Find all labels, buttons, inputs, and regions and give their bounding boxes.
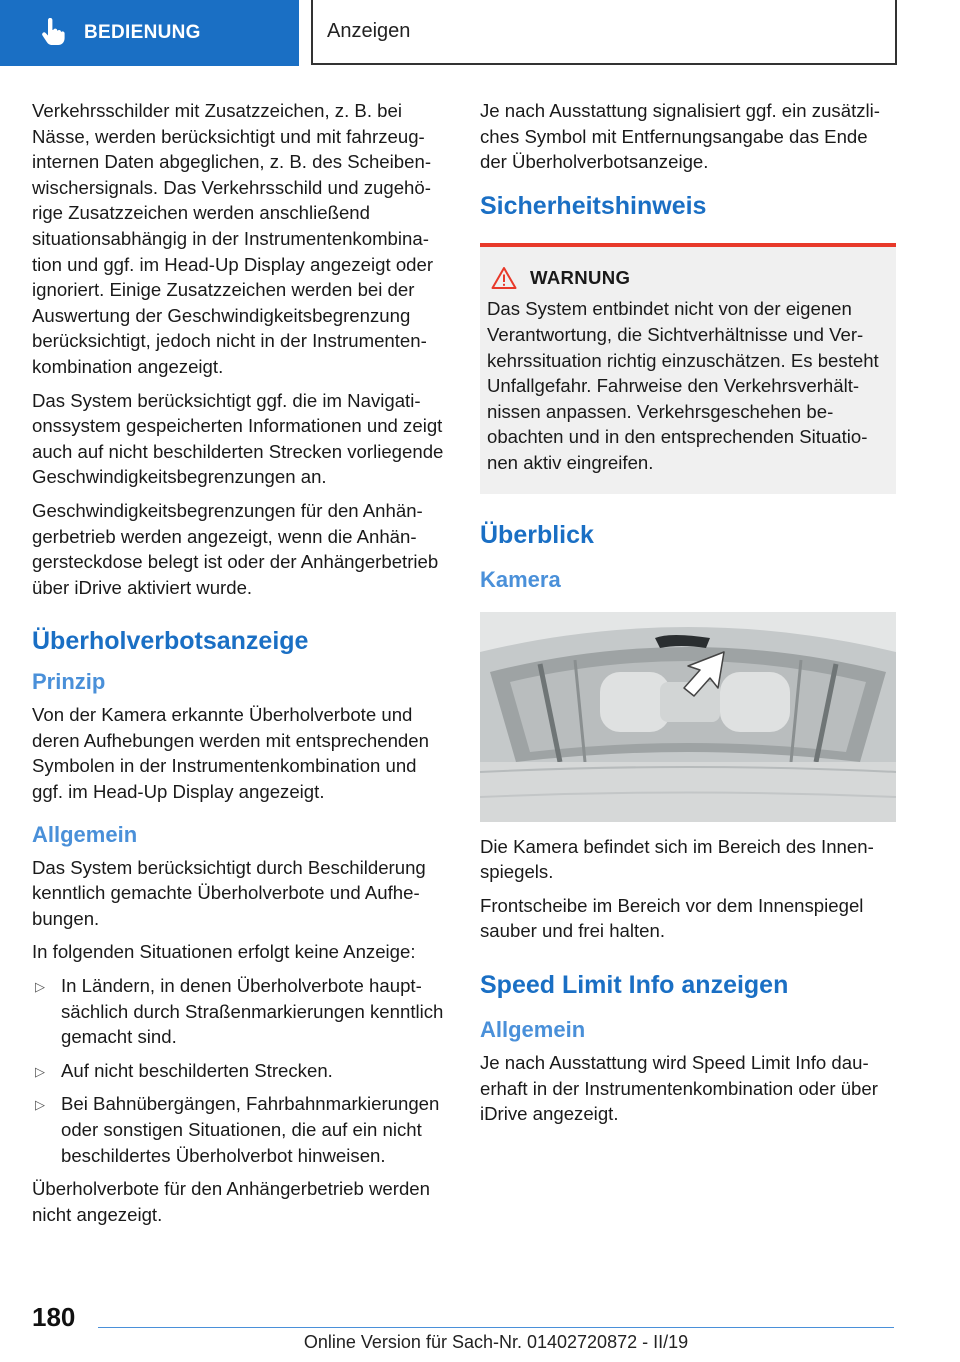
paragraph-anhaenger-ueberholverbote: Überholverbote für den Anhängerbetrieb werden nicht angezeigt. bbox=[32, 1178, 430, 1225]
list-item: ▷ Bei Bahnübergängen, Fahrbahnmarkierungen oder sonstigen Situationen, die auf ein nicht beschildertes Überholverbot hinweisen. bbox=[35, 1093, 440, 1166]
heading-ueberblick: Überblick bbox=[480, 520, 594, 549]
warning-header bbox=[487, 265, 888, 291]
list-item: ▷ Auf nicht beschilderten Strecken. bbox=[32, 1058, 448, 1084]
subheading-kamera: Kamera bbox=[480, 566, 561, 592]
paragraph-prinzip: Von der Kamera erkannte Überholverbote und deren Aufhebungen werden mit entsprechenden Symbolen in der Instrumentenkombination und ggf. im Head-Up Display angezeigt. bbox=[32, 704, 429, 803]
heading-speed-limit-info: Speed Limit Info anzeigen bbox=[480, 970, 789, 999]
heading-ueberholverbotsanzeige: Überholverbotsanzeige bbox=[32, 627, 309, 656]
paragraph-navigationssystem: Das System berücksichtigt ggf. die im Navigationssystem gespeicherten Informationen und zeigt auch auf nicht beschilderten Strecken vorliegende Geschwindigkeitsbegrenzungen an. bbox=[32, 389, 444, 488]
section-label: BEDIENUNG bbox=[84, 22, 201, 43]
page-header bbox=[0, 0, 960, 66]
online-version-footer: Online Version für Sach-Nr. 01402720872 - II/19 bbox=[303, 1332, 689, 1352]
footer-divider bbox=[98, 1327, 894, 1328]
car-interior-illustration bbox=[480, 612, 896, 822]
heading-sicherheitshinweis: Sicherheitshinweis bbox=[480, 191, 707, 220]
right-column bbox=[480, 98, 896, 1135]
chapter-tab-anzeigen[interactable] bbox=[311, 0, 897, 65]
chapter-label: Anzeigen bbox=[327, 20, 411, 42]
paragraph-frontscheibe: Frontscheibe im Bereich vor dem Innenspiegel sauber und frei halten. bbox=[480, 894, 864, 942]
triangle-bullet-icon: ▷ bbox=[35, 1063, 45, 1079]
triangle-bullet-icon: ▷ bbox=[35, 979, 45, 995]
page-number: 180 bbox=[32, 1302, 76, 1332]
paragraph-allgemein: Das System berücksichtigt durch Beschilderung kenntlich gemachte Überholverbote und Aufhebungen. bbox=[32, 856, 426, 929]
subheading-allgemein-speed: Allgemein bbox=[480, 1016, 586, 1042]
list-item: ▷ In Ländern, in denen Überholverbote hauptsächlich durch Straßenmarkierungen kenntlich gemacht sind. bbox=[35, 975, 444, 1048]
warning-text: Das System entbindet nicht von der eigenen Verantwortung, die Sichtverhältnisse und Verkehrssituation richtig einzuschätzen. Es besteht Unfallgefahr. Fahrweise den Verkehrsverhältnissen anpassen. Verkehrsgeschehen beobachten und in den entsprechenden Situationen aktiv eingreifen. bbox=[487, 298, 879, 473]
paragraph-anhaengerbetrieb: Geschwindigkeitsbegrenzungen für den Anhängerbetrieb werden angezeigt, wenn die Anhängersteckdose belegt ist oder der Anhängerbetrieb über iDrive aktiviert wurde. bbox=[32, 499, 439, 598]
situation-list bbox=[32, 973, 448, 1168]
triangle-bullet-icon: ▷ bbox=[35, 1097, 45, 1113]
warning-box bbox=[480, 243, 896, 494]
warning-triangle-icon bbox=[491, 266, 517, 290]
paragraph-verkehrsschilder: Verkehrsschilder mit Zusatzzeichen, z. B. bei Nässe, werden berücksichtigt und mit fahrzeuginternen Daten abgeglichen, z. B. des Scheibenwischersignals. Das Verkehrsschild und zugehörige Zusatzzeichen werden anschließend situationsabhängig in der Instrumentenkombination und ggf. im Head-Up Display angezeigt oder ignoriert. Einige Zusatzzeichen werden bei der Auswertung der Geschwindigkeitsbegrenzung berücksichtigt, jedoch nicht in der Instrumentenkombination angezeigt. bbox=[32, 100, 434, 377]
subheading-allgemein: Allgemein bbox=[32, 821, 138, 847]
section-tab-bedienung[interactable] bbox=[0, 0, 299, 66]
subheading-prinzip: Prinzip bbox=[32, 669, 106, 695]
paragraph-entfernungsangabe: Je nach Ausstattung signalisiert ggf. ein zusätzliches Symbol mit Entfernungsangabe das Ende der Überholverbotsanzeige. bbox=[480, 100, 880, 173]
left-column bbox=[32, 98, 448, 1235]
camera-location-image bbox=[480, 612, 896, 822]
hand-pointer-icon bbox=[40, 18, 66, 48]
paragraph-kamera-bereich: Die Kamera befindet sich im Bereich des Innenspiegels. bbox=[480, 835, 874, 883]
warning-title: WARNUNG bbox=[530, 266, 631, 288]
paragraph-speed-limit: Je nach Ausstattung wird Speed Limit Info dauerhaft in der Instrumentenkombination oder über iDrive angezeigt. bbox=[480, 1051, 878, 1125]
paragraph-situationen: In folgenden Situationen erfolgt keine Anzeige: bbox=[32, 941, 416, 963]
